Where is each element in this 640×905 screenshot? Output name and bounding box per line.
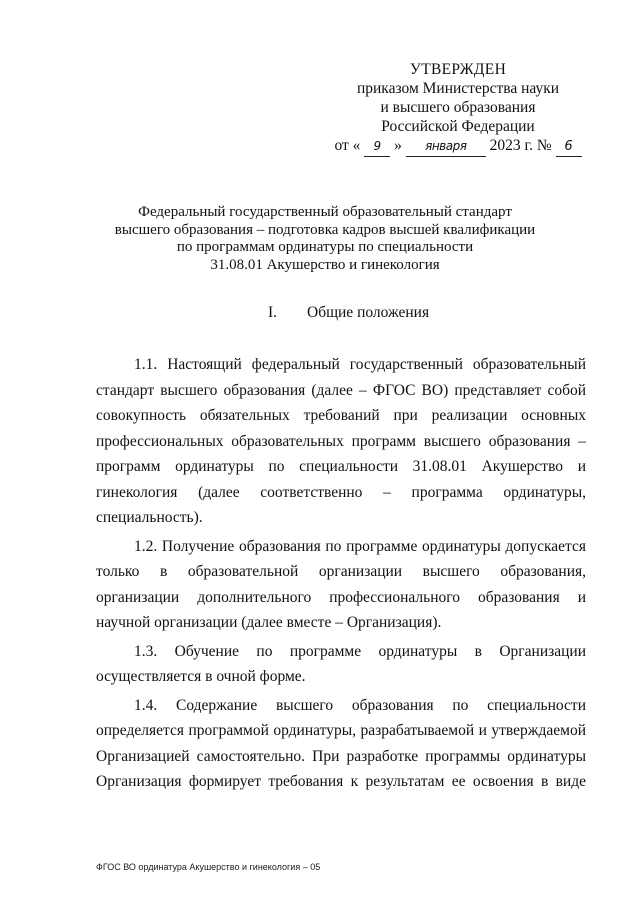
approved-heading: УТВЕРЖДЕН xyxy=(409,61,507,78)
section-number: I. xyxy=(268,304,278,321)
section-name: Общие положения xyxy=(307,304,430,321)
approval-date-line xyxy=(318,136,598,157)
approval-stamp xyxy=(318,60,598,157)
date-prefix: от « xyxy=(334,137,361,154)
paragraph-1-3: 1.3. Обучение по программе ординатуры в Организации осуществляется в очной форме. xyxy=(96,642,586,685)
title-line-4: 31.08.01 Акушерство и гинекология xyxy=(210,256,440,273)
page-footer: ФГОС ВО ординатура Акушерство и гинекология – 05 xyxy=(96,862,321,872)
body-text xyxy=(96,352,586,798)
date-year: 2023 г. № xyxy=(489,137,552,154)
approval-line-education: и высшего образования xyxy=(380,99,536,116)
date-quote-close: » xyxy=(394,137,402,154)
handwritten-month: января xyxy=(406,137,486,157)
title-line-1: Федеральный государственный образовательный стандарт xyxy=(138,204,512,220)
approval-line-ministry: приказом Министерства науки xyxy=(356,80,560,97)
paragraph-1-1: 1.1. Настоящий федеральный государственный образовательный стандарт высшего образования (далее – ФГОС ВО) представляет собой совокупность обязательных требований при реализации основных профессиональных образовательных программ высшего образования – программ ординатуры по специальности 31.08.01 Акушерство и гинекология (далее соответственно – программа ординатуры, специальность). xyxy=(96,356,586,526)
title-line-3: по программам ординатуры по специальности xyxy=(176,239,474,255)
handwritten-order-number: 6 xyxy=(556,137,582,157)
paragraph-1-2: 1.2. Получение образования по программе ординатуры допускается только в образовательной организации высшего образования, организации дополнительного профессионального образования и научной организации (далее вместе – Организация). xyxy=(96,537,586,631)
approval-line-federation: Российской Федерации xyxy=(381,118,535,135)
document-title xyxy=(95,204,555,274)
paragraph-1-4: 1.4. Содержание высшего образования по специальности определяется программой ординатуры, разрабатываемой и утверждаемой Организацией самостоятельно. При разработке программы ординатуры Организация формирует требования к результатам ее освоения в виде xyxy=(96,696,586,790)
handwritten-day: 9 xyxy=(364,137,390,157)
title-line-2: высшего образования – подготовка кадров высшей квалификации xyxy=(114,221,536,238)
